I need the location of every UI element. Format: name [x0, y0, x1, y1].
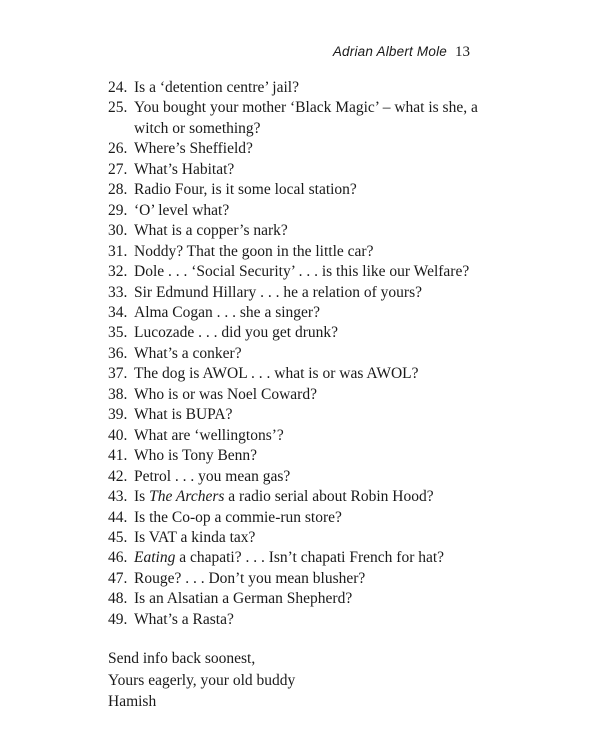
question-number: 44. [108, 508, 128, 526]
italic-title: Eating [134, 549, 176, 567]
question-number: 47. [108, 569, 128, 587]
question-number: 49. [108, 610, 128, 628]
question-text [134, 303, 508, 323]
question-text-segment: You bought your mother ‘Black Magic’ – what is she, a witch or something? [134, 99, 478, 137]
question-item [108, 98, 508, 139]
question-number: 34. [108, 303, 128, 321]
question-item [108, 569, 508, 589]
question-text [134, 364, 508, 384]
question-number: 29. [108, 201, 128, 219]
running-head-title: Adrian Albert Mole [332, 44, 447, 59]
question-text [134, 548, 508, 568]
question-text-segment: The dog is AWOL . . . what is or was AWOL? [134, 365, 419, 383]
letter-signoff [108, 648, 295, 713]
question-number: 26. [108, 140, 128, 158]
question-text-segment: Alma Cogan . . . she a singer? [134, 303, 320, 321]
question-number: 32. [108, 263, 128, 281]
question-text [134, 467, 508, 487]
question-text [134, 405, 508, 425]
question-number: 38. [108, 385, 128, 403]
question-text [134, 201, 508, 221]
signoff-line-signature: Hamish [108, 693, 157, 710]
question-text-segment: ‘O’ level what? [134, 201, 230, 219]
question-text-segment: Is VAT a kinda tax? [134, 528, 256, 546]
question-text-segment: Is the Co-op a commie-run store? [134, 508, 342, 526]
question-number: 43. [108, 488, 128, 506]
question-text [134, 262, 508, 282]
question-text [134, 426, 508, 446]
question-number: 31. [108, 242, 128, 260]
question-text-segment: What are ‘wellingtons’? [134, 426, 284, 444]
question-text-segment: What is a copper’s nark? [134, 222, 288, 240]
question-item [108, 242, 508, 262]
question-text [134, 446, 508, 466]
question-item [108, 283, 508, 303]
question-text [134, 160, 508, 180]
question-text [134, 221, 508, 241]
italic-title: The Archers [149, 488, 225, 506]
question-item [108, 364, 508, 384]
question-text [134, 139, 508, 159]
question-item [108, 180, 508, 200]
question-item [108, 385, 508, 405]
question-text [134, 344, 508, 364]
question-text [134, 242, 508, 262]
question-number: 45. [108, 528, 128, 546]
question-number: 30. [108, 222, 128, 240]
question-text-segment: Where’s Sheffield? [134, 140, 253, 158]
question-text [134, 78, 508, 98]
question-number: 42. [108, 467, 128, 485]
question-text-segment: Is a ‘detention centre’ jail? [134, 79, 299, 96]
question-text [134, 180, 508, 200]
question-item [108, 221, 508, 241]
question-number: 25. [108, 99, 128, 117]
question-number: 48. [108, 590, 128, 608]
question-text-segment: Is [134, 488, 150, 506]
question-item [108, 201, 508, 221]
question-text-segment: What is BUPA? [134, 406, 233, 424]
question-text-segment: Lucozade . . . did you get drunk? [134, 324, 339, 342]
question-text-segment: Petrol . . . you mean gas? [134, 467, 291, 485]
question-text-segment: What’s a Rasta? [134, 610, 234, 628]
question-item [108, 610, 508, 630]
question-item [108, 139, 508, 159]
question-number: 35. [108, 324, 128, 342]
signoff-line-closing: Send info back soonest, [108, 650, 256, 667]
question-number: 37. [108, 365, 128, 383]
question-text-segment: What’s Habitat? [134, 160, 235, 178]
question-text [134, 589, 508, 609]
question-item [108, 589, 508, 609]
question-item [108, 262, 508, 282]
question-text-segment: Who is or was Noel Coward? [134, 385, 317, 403]
question-number: 39. [108, 406, 128, 424]
question-item [108, 405, 508, 425]
question-text-segment: Rouge? . . . Don’t you mean blusher? [134, 569, 366, 587]
question-text-segment: Who is Tony Benn? [134, 447, 258, 465]
question-text-segment: a radio serial about Robin Hood? [224, 488, 434, 506]
question-text [134, 283, 508, 303]
question-item [108, 528, 508, 548]
question-number: 27. [108, 160, 128, 178]
question-text [134, 98, 508, 139]
question-item [108, 160, 508, 180]
question-item [108, 548, 508, 568]
question-text [134, 528, 508, 548]
question-text [134, 385, 508, 405]
question-text [134, 323, 508, 343]
question-item [108, 78, 508, 98]
running-head [333, 44, 470, 61]
question-item [108, 446, 508, 466]
question-text-segment: Is an Alsatian a German Shepherd? [134, 590, 353, 608]
question-text [134, 569, 508, 589]
question-number: 36. [108, 344, 128, 362]
question-text-segment: Radio Four, is it some local station? [134, 181, 357, 199]
question-number: 33. [108, 283, 128, 301]
question-list [108, 78, 508, 630]
question-text-segment: a chapati? . . . Isn’t chapati French for hat? [175, 549, 445, 567]
question-text [134, 508, 508, 528]
question-number: 46. [108, 549, 128, 567]
question-text [134, 487, 508, 507]
question-item [108, 487, 508, 507]
question-text-segment: Noddy? That the goon in the little car? [134, 242, 374, 260]
question-item [108, 303, 508, 323]
question-number: 24. [108, 79, 128, 96]
question-item [108, 508, 508, 528]
question-text [134, 610, 508, 630]
question-item [108, 426, 508, 446]
question-text-segment: What’s a conker? [134, 344, 242, 362]
question-item [108, 323, 508, 343]
question-number: 28. [108, 181, 128, 199]
question-text-segment: Dole . . . ‘Social Security’ . . . is this like our Welfare? [134, 263, 470, 281]
question-number: 41. [108, 447, 128, 465]
signoff-line-salutation: Yours eagerly, your old buddy [108, 671, 296, 689]
question-item [108, 467, 508, 487]
question-number: 40. [108, 426, 128, 444]
page-number: 13 [455, 44, 470, 60]
question-item [108, 344, 508, 364]
question-text-segment: Sir Edmund Hillary . . . he a relation of yours? [134, 283, 422, 301]
